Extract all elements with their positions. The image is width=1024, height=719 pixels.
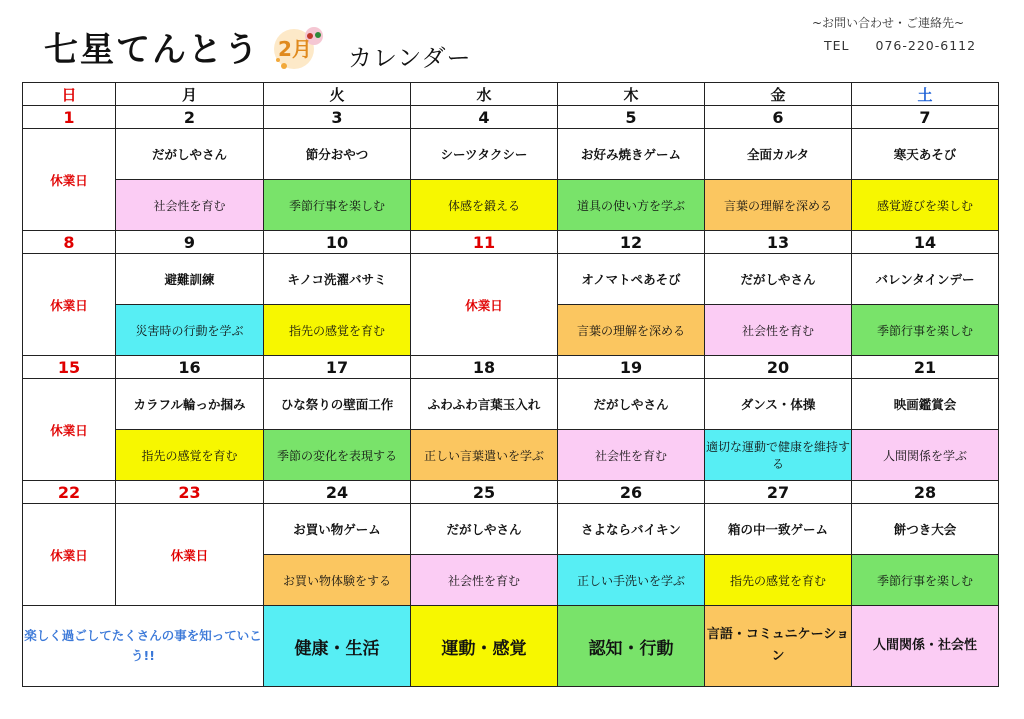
goal-cell: 季節行事を楽しむ (852, 555, 999, 606)
goal-row (23, 180, 999, 231)
date-cell: 27 (705, 481, 852, 504)
date-cell: 2 (116, 106, 264, 129)
date-cell: 4 (411, 106, 558, 129)
goal-cell: 災害時の行動を学ぶ (116, 305, 264, 356)
tel-number[interactable]: 076-220-6112 (875, 38, 977, 53)
date-cell: 10 (264, 231, 411, 254)
activity-cell: キノコ洗濯バサミ (264, 254, 411, 305)
tel-label: TEL (824, 38, 850, 53)
weekday-sat: 土 (852, 83, 999, 106)
month-badge-icon (270, 22, 332, 74)
closed-day: 休業日 (411, 254, 558, 356)
activity-cell: ふわふわ言葉玉入れ (411, 379, 558, 430)
activity-cell: だがしやさん (411, 504, 558, 555)
goal-cell: 体感を鍛える (411, 180, 558, 231)
date-cell: 3 (264, 106, 411, 129)
goal-cell: 指先の感覚を育む (705, 555, 852, 606)
date-cell: 13 (705, 231, 852, 254)
date-cell: 18 (411, 356, 558, 379)
goal-cell: 社会性を育む (411, 555, 558, 606)
activity-cell: お買い物ゲーム (264, 504, 411, 555)
goal-cell: 正しい手洗いを学ぶ (558, 555, 705, 606)
goal-cell: 社会性を育む (705, 305, 852, 356)
calendar-label: カレンダー (348, 44, 472, 72)
date-cell: 9 (116, 231, 264, 254)
goal-cell: 言葉の理解を深める (558, 305, 705, 356)
goal-cell: 道具の使い方を学ぶ (558, 180, 705, 231)
date-cell: 16 (116, 356, 264, 379)
activity-cell: ダンス・体操 (705, 379, 852, 430)
page-title: 七星てんとう (44, 30, 260, 70)
date-cell: 28 (852, 481, 999, 504)
date-cell: 21 (852, 356, 999, 379)
weekday-row (23, 83, 999, 106)
activity-cell: だがしやさん (558, 379, 705, 430)
goal-cell: 正しい言葉遣いを学ぶ (411, 430, 558, 481)
activity-cell: 避難訓練 (116, 254, 264, 305)
date-cell: 12 (558, 231, 705, 254)
date-row (23, 356, 999, 379)
goal-cell: 指先の感覚を育む (264, 305, 411, 356)
activity-cell: お好み焼きゲーム (558, 129, 705, 180)
calendar-table (22, 82, 999, 687)
weekday-sun: 日 (23, 83, 116, 106)
goal-cell: 言葉の理解を深める (705, 180, 852, 231)
date-cell: 22 (23, 481, 116, 504)
date-row (23, 231, 999, 254)
activity-cell: さよならバイキン (558, 504, 705, 555)
goal-cell: お買い物体験をする (264, 555, 411, 606)
date-cell: 25 (411, 481, 558, 504)
date-cell: 7 (852, 106, 999, 129)
activity-cell: だがしやさん (116, 129, 264, 180)
activity-cell: カラフル輪っか掴み (116, 379, 264, 430)
date-cell: 23 (116, 481, 264, 504)
legend-category: 言語・コミュニケーション (705, 606, 852, 687)
weekday-wed: 水 (411, 83, 558, 106)
activity-row (23, 129, 999, 180)
activity-cell: 寒天あそび (852, 129, 999, 180)
closed-day: 休業日 (23, 129, 116, 231)
activity-cell: 全面カルタ (705, 129, 852, 180)
closed-day: 休業日 (116, 504, 264, 606)
weekday-mon: 月 (116, 83, 264, 106)
goal-cell: 適切な運動で健康を維持する (705, 430, 852, 481)
date-cell: 24 (264, 481, 411, 504)
activity-cell: ひな祭りの壁面工作 (264, 379, 411, 430)
date-cell: 5 (558, 106, 705, 129)
activity-row (23, 504, 999, 555)
activity-cell: 箱の中一致ゲーム (705, 504, 852, 555)
goal-cell: 季節の変化を表現する (264, 430, 411, 481)
legend-message: 楽しく過ごしてたくさんの事を知っていこう!! (23, 606, 264, 687)
header (0, 0, 1024, 82)
closed-day: 休業日 (23, 254, 116, 356)
tel-line (824, 38, 976, 53)
date-cell: 1 (23, 106, 116, 129)
activity-cell: バレンタインデー (852, 254, 999, 305)
legend-category: 認知・行動 (558, 606, 705, 687)
goal-cell: 季節行事を楽しむ (264, 180, 411, 231)
legend-row (23, 606, 999, 687)
goal-cell: 社会性を育む (116, 180, 264, 231)
goal-cell: 指先の感覚を育む (116, 430, 264, 481)
goal-cell: 感覚遊びを楽しむ (852, 180, 999, 231)
date-cell: 11 (411, 231, 558, 254)
goal-cell: 季節行事を楽しむ (852, 305, 999, 356)
activity-cell: 映画鑑賞会 (852, 379, 999, 430)
date-row (23, 481, 999, 504)
weekday-thu: 木 (558, 83, 705, 106)
date-cell: 14 (852, 231, 999, 254)
weekday-tue: 火 (264, 83, 411, 106)
date-cell: 19 (558, 356, 705, 379)
goal-cell: 人間関係を学ぶ (852, 430, 999, 481)
date-cell: 26 (558, 481, 705, 504)
activity-cell: 餅つき大会 (852, 504, 999, 555)
closed-day: 休業日 (23, 504, 116, 606)
month-badge-text: 2月 (278, 37, 312, 61)
legend-category: 人間関係・社会性 (852, 606, 999, 687)
date-cell: 6 (705, 106, 852, 129)
goal-cell: 社会性を育む (558, 430, 705, 481)
legend-category: 健康・生活 (264, 606, 411, 687)
goal-row (23, 430, 999, 481)
date-cell: 20 (705, 356, 852, 379)
contact-label: ~お問い合わせ・ご連絡先~ (812, 16, 965, 30)
date-cell: 17 (264, 356, 411, 379)
activity-row (23, 379, 999, 430)
activity-cell: だがしやさん (705, 254, 852, 305)
activity-cell: 節分おやつ (264, 129, 411, 180)
date-row (23, 106, 999, 129)
date-cell: 8 (23, 231, 116, 254)
activity-cell: オノマトペあそび (558, 254, 705, 305)
weekday-fri: 金 (705, 83, 852, 106)
activity-row (23, 254, 999, 305)
closed-day: 休業日 (23, 379, 116, 481)
legend-category: 運動・感覚 (411, 606, 558, 687)
activity-cell: シーツタクシー (411, 129, 558, 180)
date-cell: 15 (23, 356, 116, 379)
